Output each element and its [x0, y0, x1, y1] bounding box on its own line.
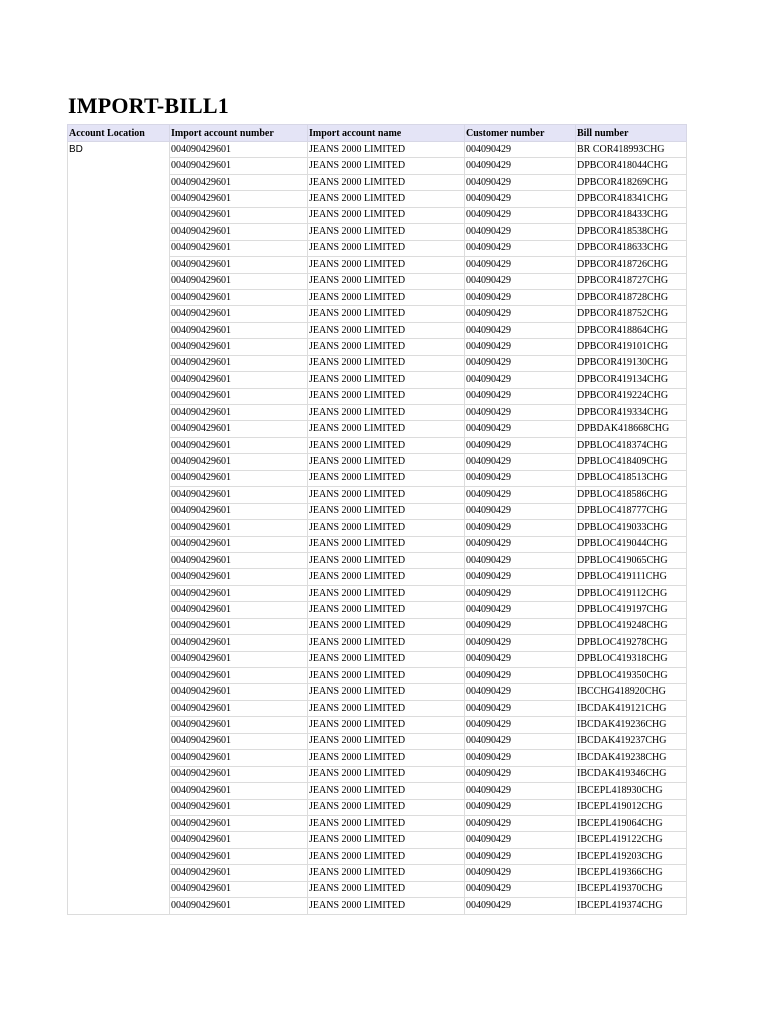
- customer-number-cell: 004090429: [465, 355, 576, 371]
- import-account-name-cell: JEANS 2000 LIMITED: [308, 224, 465, 240]
- bill-number-cell: DPBLOC419278CHG: [576, 635, 687, 651]
- bill-number-cell: DPBCOR418633CHG: [576, 240, 687, 256]
- import-account-number-cell: 004090429601: [170, 536, 308, 552]
- header-import-account-number: Import account number: [170, 125, 308, 142]
- table-row: [68, 142, 687, 158]
- import-account-number-cell: 004090429601: [170, 684, 308, 700]
- import-account-number-cell: 004090429601: [170, 339, 308, 355]
- customer-number-cell: 004090429: [465, 487, 576, 503]
- import-account-number-cell: 004090429601: [170, 569, 308, 585]
- customer-number-cell: 004090429: [465, 372, 576, 388]
- import-account-name-cell: JEANS 2000 LIMITED: [308, 684, 465, 700]
- import-account-number-cell: 004090429601: [170, 257, 308, 273]
- customer-number-cell: 004090429: [465, 289, 576, 305]
- import-account-name-cell: JEANS 2000 LIMITED: [308, 750, 465, 766]
- bill-number-cell: IBCEPL419374CHG: [576, 898, 687, 914]
- import-account-name-cell: JEANS 2000 LIMITED: [308, 306, 465, 322]
- import-account-number-cell: 004090429601: [170, 454, 308, 470]
- bill-number-cell: DPBLOC419350CHG: [576, 668, 687, 684]
- bill-number-cell: IBCDAK419238CHG: [576, 750, 687, 766]
- bill-number-cell: DPBCOR419224CHG: [576, 388, 687, 404]
- import-account-number-cell: 004090429601: [170, 717, 308, 733]
- import-account-number-cell: 004090429601: [170, 487, 308, 503]
- customer-number-cell: 004090429: [465, 766, 576, 782]
- import-account-number-cell: 004090429601: [170, 174, 308, 190]
- bill-number-cell: DPBLOC418586CHG: [576, 487, 687, 503]
- customer-number-cell: 004090429: [465, 306, 576, 322]
- account-location-cell: BD: [68, 142, 170, 915]
- import-account-number-cell: 004090429601: [170, 881, 308, 897]
- bill-number-cell: DPBDAK418668CHG: [576, 421, 687, 437]
- import-account-name-cell: JEANS 2000 LIMITED: [308, 635, 465, 651]
- bill-number-cell: DPBLOC419248CHG: [576, 618, 687, 634]
- customer-number-cell: 004090429: [465, 783, 576, 799]
- import-account-number-cell: 004090429601: [170, 322, 308, 338]
- bill-number-cell: IBCEPL419064CHG: [576, 815, 687, 831]
- header-import-account-name: Import account name: [308, 125, 465, 142]
- customer-number-cell: 004090429: [465, 191, 576, 207]
- bill-number-cell: DPBLOC418374CHG: [576, 437, 687, 453]
- import-account-name-cell: JEANS 2000 LIMITED: [308, 881, 465, 897]
- import-account-name-cell: JEANS 2000 LIMITED: [308, 454, 465, 470]
- import-account-number-cell: 004090429601: [170, 306, 308, 322]
- import-account-name-cell: JEANS 2000 LIMITED: [308, 668, 465, 684]
- customer-number-cell: 004090429: [465, 651, 576, 667]
- import-account-name-cell: JEANS 2000 LIMITED: [308, 257, 465, 273]
- customer-number-cell: 004090429: [465, 207, 576, 223]
- import-account-number-cell: 004090429601: [170, 832, 308, 848]
- customer-number-cell: 004090429: [465, 454, 576, 470]
- customer-number-cell: 004090429: [465, 240, 576, 256]
- import-account-name-cell: JEANS 2000 LIMITED: [308, 733, 465, 749]
- bill-number-cell: DPBLOC419065CHG: [576, 552, 687, 568]
- customer-number-cell: 004090429: [465, 405, 576, 421]
- customer-number-cell: 004090429: [465, 224, 576, 240]
- import-account-number-cell: 004090429601: [170, 815, 308, 831]
- import-account-name-cell: JEANS 2000 LIMITED: [308, 437, 465, 453]
- import-account-name-cell: JEANS 2000 LIMITED: [308, 536, 465, 552]
- customer-number-cell: 004090429: [465, 832, 576, 848]
- import-account-name-cell: JEANS 2000 LIMITED: [308, 602, 465, 618]
- import-account-name-cell: JEANS 2000 LIMITED: [308, 766, 465, 782]
- import-account-name-cell: JEANS 2000 LIMITED: [308, 388, 465, 404]
- import-account-name-cell: JEANS 2000 LIMITED: [308, 421, 465, 437]
- import-account-name-cell: JEANS 2000 LIMITED: [308, 142, 465, 158]
- customer-number-cell: 004090429: [465, 421, 576, 437]
- bill-number-cell: DPBCOR419130CHG: [576, 355, 687, 371]
- customer-number-cell: 004090429: [465, 388, 576, 404]
- import-account-number-cell: 004090429601: [170, 700, 308, 716]
- import-account-name-cell: JEANS 2000 LIMITED: [308, 405, 465, 421]
- bill-number-cell: DPBLOC419111CHG: [576, 569, 687, 585]
- customer-number-cell: 004090429: [465, 848, 576, 864]
- customer-number-cell: 004090429: [465, 881, 576, 897]
- import-account-number-cell: 004090429601: [170, 799, 308, 815]
- bill-number-cell: IBCEPL419203CHG: [576, 848, 687, 864]
- customer-number-cell: 004090429: [465, 273, 576, 289]
- import-account-name-cell: JEANS 2000 LIMITED: [308, 158, 465, 174]
- import-bill-table: [67, 124, 687, 915]
- import-account-number-cell: 004090429601: [170, 142, 308, 158]
- customer-number-cell: 004090429: [465, 437, 576, 453]
- import-account-name-cell: JEANS 2000 LIMITED: [308, 700, 465, 716]
- bill-number-cell: DPBCOR418433CHG: [576, 207, 687, 223]
- bill-number-cell: DPBLOC419197CHG: [576, 602, 687, 618]
- import-account-number-cell: 004090429601: [170, 618, 308, 634]
- import-account-number-cell: 004090429601: [170, 668, 308, 684]
- import-account-number-cell: 004090429601: [170, 503, 308, 519]
- import-account-number-cell: 004090429601: [170, 355, 308, 371]
- bill-number-cell: IBCCHG418920CHG: [576, 684, 687, 700]
- customer-number-cell: 004090429: [465, 174, 576, 190]
- customer-number-cell: 004090429: [465, 322, 576, 338]
- import-account-number-cell: 004090429601: [170, 421, 308, 437]
- bill-number-cell: IBCDAK419236CHG: [576, 717, 687, 733]
- import-account-number-cell: 004090429601: [170, 437, 308, 453]
- import-account-number-cell: 004090429601: [170, 191, 308, 207]
- import-account-number-cell: 004090429601: [170, 865, 308, 881]
- bill-number-cell: DPBCOR418864CHG: [576, 322, 687, 338]
- header-customer-number: Customer number: [465, 125, 576, 142]
- customer-number-cell: 004090429: [465, 142, 576, 158]
- header-bill-number: Bill number: [576, 125, 687, 142]
- customer-number-cell: 004090429: [465, 684, 576, 700]
- import-account-name-cell: JEANS 2000 LIMITED: [308, 240, 465, 256]
- customer-number-cell: 004090429: [465, 602, 576, 618]
- import-account-number-cell: 004090429601: [170, 224, 308, 240]
- customer-number-cell: 004090429: [465, 668, 576, 684]
- import-account-name-cell: JEANS 2000 LIMITED: [308, 207, 465, 223]
- customer-number-cell: 004090429: [465, 569, 576, 585]
- bill-number-cell: DPBCOR418726CHG: [576, 257, 687, 273]
- bill-number-cell: DPBCOR418752CHG: [576, 306, 687, 322]
- customer-number-cell: 004090429: [465, 257, 576, 273]
- import-account-number-cell: 004090429601: [170, 520, 308, 536]
- import-account-number-cell: 004090429601: [170, 240, 308, 256]
- bill-number-cell: IBCEPL419012CHG: [576, 799, 687, 815]
- customer-number-cell: 004090429: [465, 799, 576, 815]
- table-header-row: [68, 125, 687, 142]
- import-account-name-cell: JEANS 2000 LIMITED: [308, 799, 465, 815]
- import-account-name-cell: JEANS 2000 LIMITED: [308, 717, 465, 733]
- bill-number-cell: DPBCOR419134CHG: [576, 372, 687, 388]
- import-account-name-cell: JEANS 2000 LIMITED: [308, 569, 465, 585]
- import-account-number-cell: 004090429601: [170, 783, 308, 799]
- bill-number-cell: DPBLOC418409CHG: [576, 454, 687, 470]
- import-account-number-cell: 004090429601: [170, 207, 308, 223]
- import-account-number-cell: 004090429601: [170, 766, 308, 782]
- page-title: IMPORT-BILL1: [68, 93, 229, 118]
- customer-number-cell: 004090429: [465, 618, 576, 634]
- customer-number-cell: 004090429: [465, 815, 576, 831]
- bill-number-cell: DPBCOR418538CHG: [576, 224, 687, 240]
- import-account-name-cell: JEANS 2000 LIMITED: [308, 898, 465, 914]
- import-account-number-cell: 004090429601: [170, 273, 308, 289]
- import-account-name-cell: JEANS 2000 LIMITED: [308, 815, 465, 831]
- import-account-name-cell: JEANS 2000 LIMITED: [308, 865, 465, 881]
- bill-number-cell: IBCEPL418930CHG: [576, 783, 687, 799]
- import-account-number-cell: 004090429601: [170, 158, 308, 174]
- bill-number-cell: IBCEPL419370CHG: [576, 881, 687, 897]
- import-account-name-cell: JEANS 2000 LIMITED: [308, 503, 465, 519]
- header-account-location: Account Location: [68, 125, 170, 142]
- customer-number-cell: 004090429: [465, 865, 576, 881]
- customer-number-cell: 004090429: [465, 536, 576, 552]
- import-account-number-cell: 004090429601: [170, 898, 308, 914]
- import-account-number-cell: 004090429601: [170, 585, 308, 601]
- import-account-number-cell: 004090429601: [170, 602, 308, 618]
- bill-number-cell: BR COR418993CHG: [576, 142, 687, 158]
- bill-number-cell: IBCDAK419121CHG: [576, 700, 687, 716]
- bill-number-cell: DPBLOC419318CHG: [576, 651, 687, 667]
- bill-number-cell: DPBCOR418341CHG: [576, 191, 687, 207]
- import-account-name-cell: JEANS 2000 LIMITED: [308, 289, 465, 305]
- import-account-name-cell: JEANS 2000 LIMITED: [308, 339, 465, 355]
- import-account-number-cell: 004090429601: [170, 405, 308, 421]
- bill-number-cell: DPBLOC419044CHG: [576, 536, 687, 552]
- customer-number-cell: 004090429: [465, 585, 576, 601]
- customer-number-cell: 004090429: [465, 470, 576, 486]
- customer-number-cell: 004090429: [465, 750, 576, 766]
- customer-number-cell: 004090429: [465, 733, 576, 749]
- import-account-number-cell: 004090429601: [170, 388, 308, 404]
- customer-number-cell: 004090429: [465, 158, 576, 174]
- import-account-name-cell: JEANS 2000 LIMITED: [308, 832, 465, 848]
- import-account-number-cell: 004090429601: [170, 651, 308, 667]
- import-account-number-cell: 004090429601: [170, 750, 308, 766]
- customer-number-cell: 004090429: [465, 520, 576, 536]
- import-account-name-cell: JEANS 2000 LIMITED: [308, 618, 465, 634]
- bill-number-cell: IBCEPL419122CHG: [576, 832, 687, 848]
- import-account-number-cell: 004090429601: [170, 635, 308, 651]
- import-account-number-cell: 004090429601: [170, 848, 308, 864]
- import-account-name-cell: JEANS 2000 LIMITED: [308, 487, 465, 503]
- bill-number-cell: DPBLOC419112CHG: [576, 585, 687, 601]
- import-account-name-cell: JEANS 2000 LIMITED: [308, 322, 465, 338]
- customer-number-cell: 004090429: [465, 552, 576, 568]
- bill-number-cell: DPBCOR418044CHG: [576, 158, 687, 174]
- import-account-name-cell: JEANS 2000 LIMITED: [308, 355, 465, 371]
- bill-number-cell: DPBCOR418728CHG: [576, 289, 687, 305]
- import-account-number-cell: 004090429601: [170, 289, 308, 305]
- bill-number-cell: DPBCOR418727CHG: [576, 273, 687, 289]
- import-account-name-cell: JEANS 2000 LIMITED: [308, 848, 465, 864]
- bill-number-cell: DPBCOR419101CHG: [576, 339, 687, 355]
- bill-number-cell: IBCDAK419237CHG: [576, 733, 687, 749]
- import-account-name-cell: JEANS 2000 LIMITED: [308, 174, 465, 190]
- import-account-name-cell: JEANS 2000 LIMITED: [308, 783, 465, 799]
- import-account-name-cell: JEANS 2000 LIMITED: [308, 470, 465, 486]
- bill-number-cell: DPBLOC418513CHG: [576, 470, 687, 486]
- import-account-number-cell: 004090429601: [170, 552, 308, 568]
- import-account-name-cell: JEANS 2000 LIMITED: [308, 372, 465, 388]
- import-account-name-cell: JEANS 2000 LIMITED: [308, 191, 465, 207]
- import-account-name-cell: JEANS 2000 LIMITED: [308, 520, 465, 536]
- import-account-name-cell: JEANS 2000 LIMITED: [308, 273, 465, 289]
- customer-number-cell: 004090429: [465, 503, 576, 519]
- bill-number-cell: DPBCOR418269CHG: [576, 174, 687, 190]
- import-account-number-cell: 004090429601: [170, 470, 308, 486]
- customer-number-cell: 004090429: [465, 635, 576, 651]
- import-account-number-cell: 004090429601: [170, 733, 308, 749]
- customer-number-cell: 004090429: [465, 339, 576, 355]
- customer-number-cell: 004090429: [465, 700, 576, 716]
- bill-number-cell: IBCEPL419366CHG: [576, 865, 687, 881]
- import-account-number-cell: 004090429601: [170, 372, 308, 388]
- bill-number-cell: DPBLOC419033CHG: [576, 520, 687, 536]
- bill-number-cell: IBCDAK419346CHG: [576, 766, 687, 782]
- bill-number-cell: DPBLOC418777CHG: [576, 503, 687, 519]
- import-account-name-cell: JEANS 2000 LIMITED: [308, 651, 465, 667]
- customer-number-cell: 004090429: [465, 717, 576, 733]
- import-account-name-cell: JEANS 2000 LIMITED: [308, 585, 465, 601]
- bill-number-cell: DPBCOR419334CHG: [576, 405, 687, 421]
- import-account-name-cell: JEANS 2000 LIMITED: [308, 552, 465, 568]
- customer-number-cell: 004090429: [465, 898, 576, 914]
